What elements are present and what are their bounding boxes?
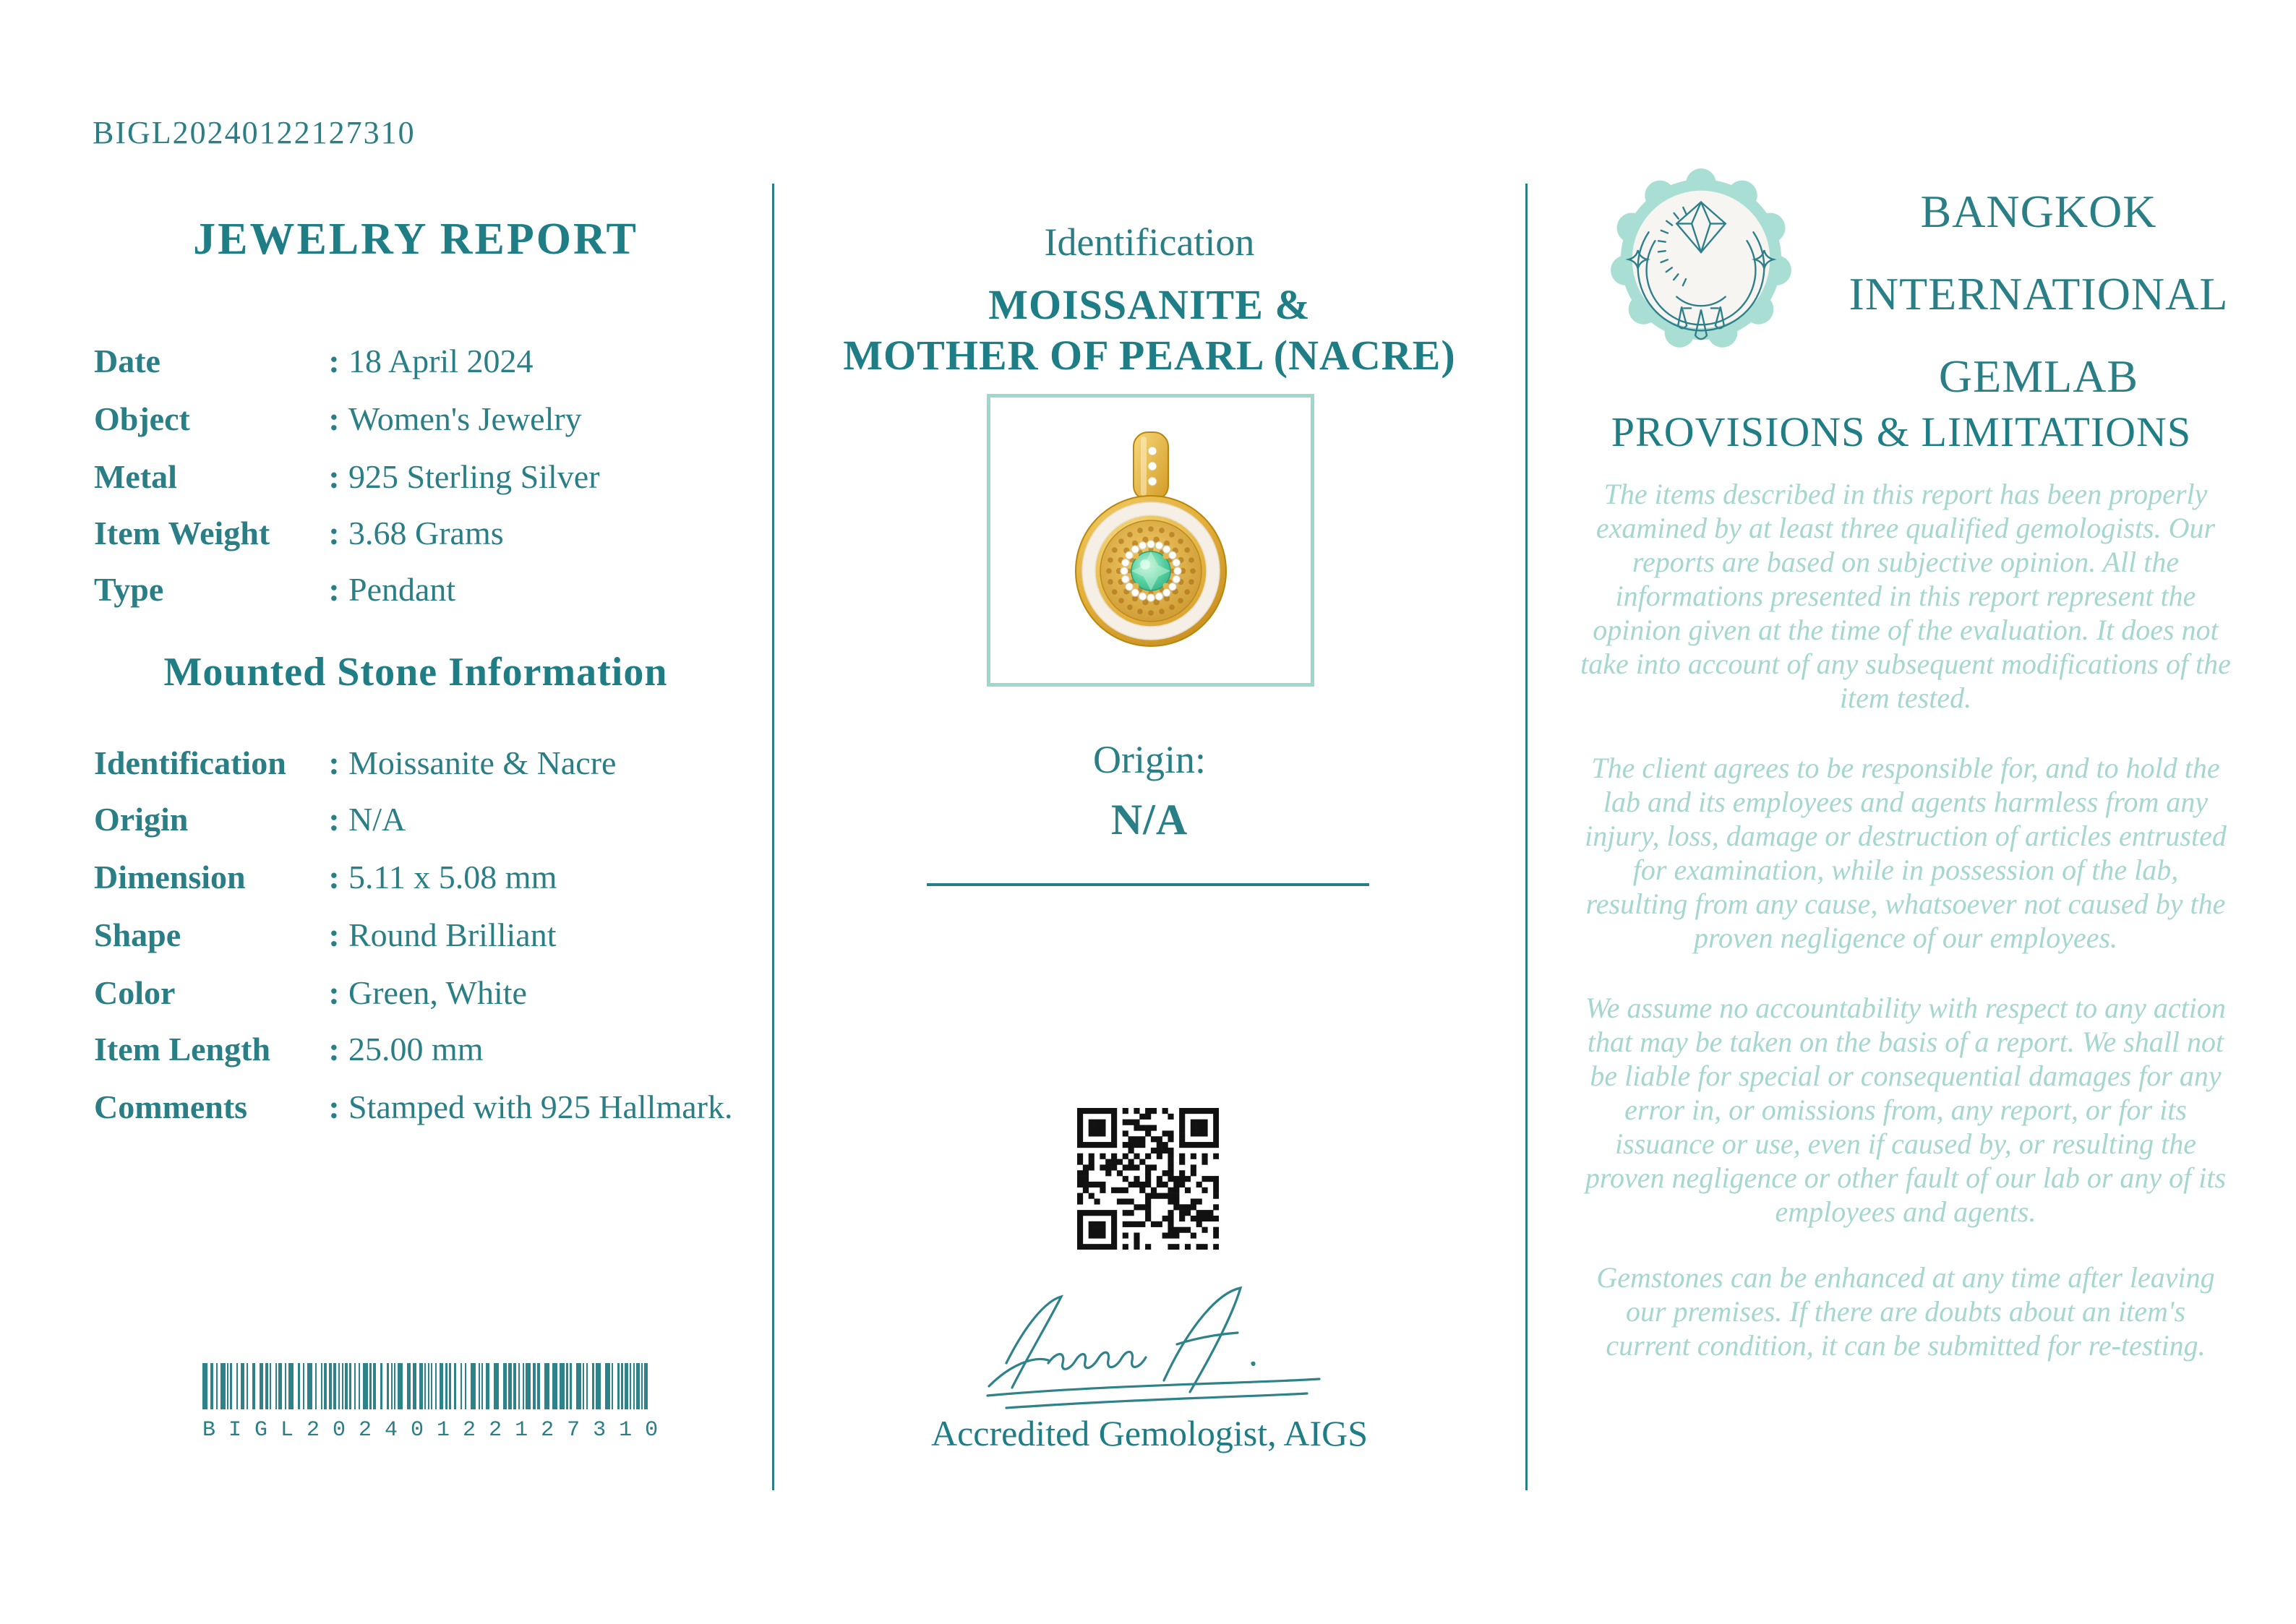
- field-row-type: Type : Pendant: [94, 570, 745, 610]
- provisions-paragraph-1: The items described in this report has been properly examined by at least three qualified gemologists. Our reports are based on subjective opinion. All the informations presented in this report represent the opinion given at the time of the evaluation. It does not take into account of any subsequent modifications of the item tested.: [1580, 478, 2231, 714]
- lab-name-line1: BANGKOK: [1920, 186, 2157, 237]
- field-row-metal: Metal : 925 Sterling Silver: [94, 457, 745, 497]
- field-label: Date: [94, 343, 160, 379]
- stone-row-shape: Shape : Round Brilliant: [94, 916, 557, 953]
- field-row-object: Object : Women's Jewelry: [94, 399, 745, 439]
- qr-code: [1077, 1108, 1219, 1250]
- field-value: 3.68 Grams: [348, 515, 504, 551]
- field-value: Pendant: [348, 571, 456, 608]
- gemlab-logo: [1608, 165, 1794, 354]
- field-row-item-weight: Item Weight : 3.68 Grams: [94, 513, 745, 554]
- jewelry-report-title: JEWELRY REPORT: [193, 215, 638, 264]
- origin-heading: Origin:: [1093, 738, 1206, 781]
- barcode-bars: [202, 1363, 651, 1412]
- mounted-stone-section-title: Mounted Stone Information: [163, 650, 668, 695]
- identification-result-line1: MOISSANITE &: [988, 281, 1311, 328]
- signature-caption: Accredited Gemologist, AIGS: [930, 1413, 1368, 1453]
- barcode-text: B I G L 2 0 2 4 0 1 2 2 1 2 7 3 1 0: [202, 1418, 659, 1443]
- stone-row-item-length: Item Length : 25.00 mm: [94, 1031, 484, 1067]
- pendant-photo: [990, 398, 1311, 683]
- field-label: Object: [94, 400, 190, 437]
- field-value: 925 Sterling Silver: [348, 458, 600, 495]
- field-label: Metal: [94, 458, 177, 495]
- middle-divider-line: [927, 883, 1369, 886]
- provisions-paragraph-4: Gemstones can be enhanced at any time after leaving our premises. If there are doubts about an item's current condition, it can be submitted for re-testing.: [1596, 1261, 2215, 1362]
- stone-row-identification: Identification : Moissanite & Nacre: [94, 744, 617, 781]
- column-divider-left: [772, 184, 774, 1490]
- provisions-title: PROVISIONS & LIMITATIONS: [1611, 408, 2192, 455]
- report-number: BIGL20240122127310: [93, 115, 416, 150]
- field-value: Women's Jewelry: [348, 400, 582, 437]
- lab-name: [1813, 171, 2264, 418]
- identification-heading: Identification: [1044, 220, 1255, 264]
- field-label: Item Weight: [94, 515, 270, 551]
- field-value: 18 April 2024: [348, 343, 534, 379]
- stone-row-color: Color : Green, White: [94, 974, 527, 1011]
- lab-name-line3: GEMLAB: [1938, 351, 2139, 402]
- gemologist-signature: [925, 1278, 1374, 1412]
- stone-row-origin: Origin : N/A: [94, 801, 406, 838]
- item-photo-frame: [987, 394, 1314, 687]
- qr-code-image: [1077, 1108, 1219, 1250]
- pendant-disc: [1076, 496, 1226, 646]
- pendant-bail: [1134, 432, 1168, 500]
- column-divider-right: [1525, 184, 1528, 1490]
- provisions-paragraphs: [1580, 477, 2231, 1362]
- stone-row-comments: Comments : Stamped with 925 Hallmark.: [94, 1088, 733, 1125]
- stone-row-dimension: Dimension : 5.11 x 5.08 mm: [94, 859, 557, 895]
- gemlab-logo-badge: [1608, 165, 1794, 354]
- origin-value: N/A: [1110, 796, 1188, 843]
- lab-name-line2: INTERNATIONAL: [1849, 268, 2229, 319]
- field-label: Type: [94, 571, 164, 608]
- provisions-paragraph-3: We assume no accountability with respect to any action that may be taken on the basis of a report. We shall not be liable for special or consequential damages for any error in, or omissions from, any report, or for its issuance or use, even if caused by, or resulting the proven negligence or other fault of our lab or any of its employees and agents.: [1585, 992, 2227, 1228]
- identification-result-line2: MOTHER OF PEARL (NACRE): [843, 332, 1456, 379]
- provisions-paragraph-2: The client agrees to be responsible for, and to hold the lab and its employees and agents harmless from any injury, loss, damage or destruction of articles entrusted for examination, while in possession of the lab, resulting from any cause, whatsoever not caused by the proven negligence of our employees.: [1585, 752, 2227, 954]
- signature-strokes: [925, 1278, 1374, 1412]
- field-row-date: Date : 18 April 2024: [94, 341, 745, 382]
- barcode: [202, 1363, 651, 1416]
